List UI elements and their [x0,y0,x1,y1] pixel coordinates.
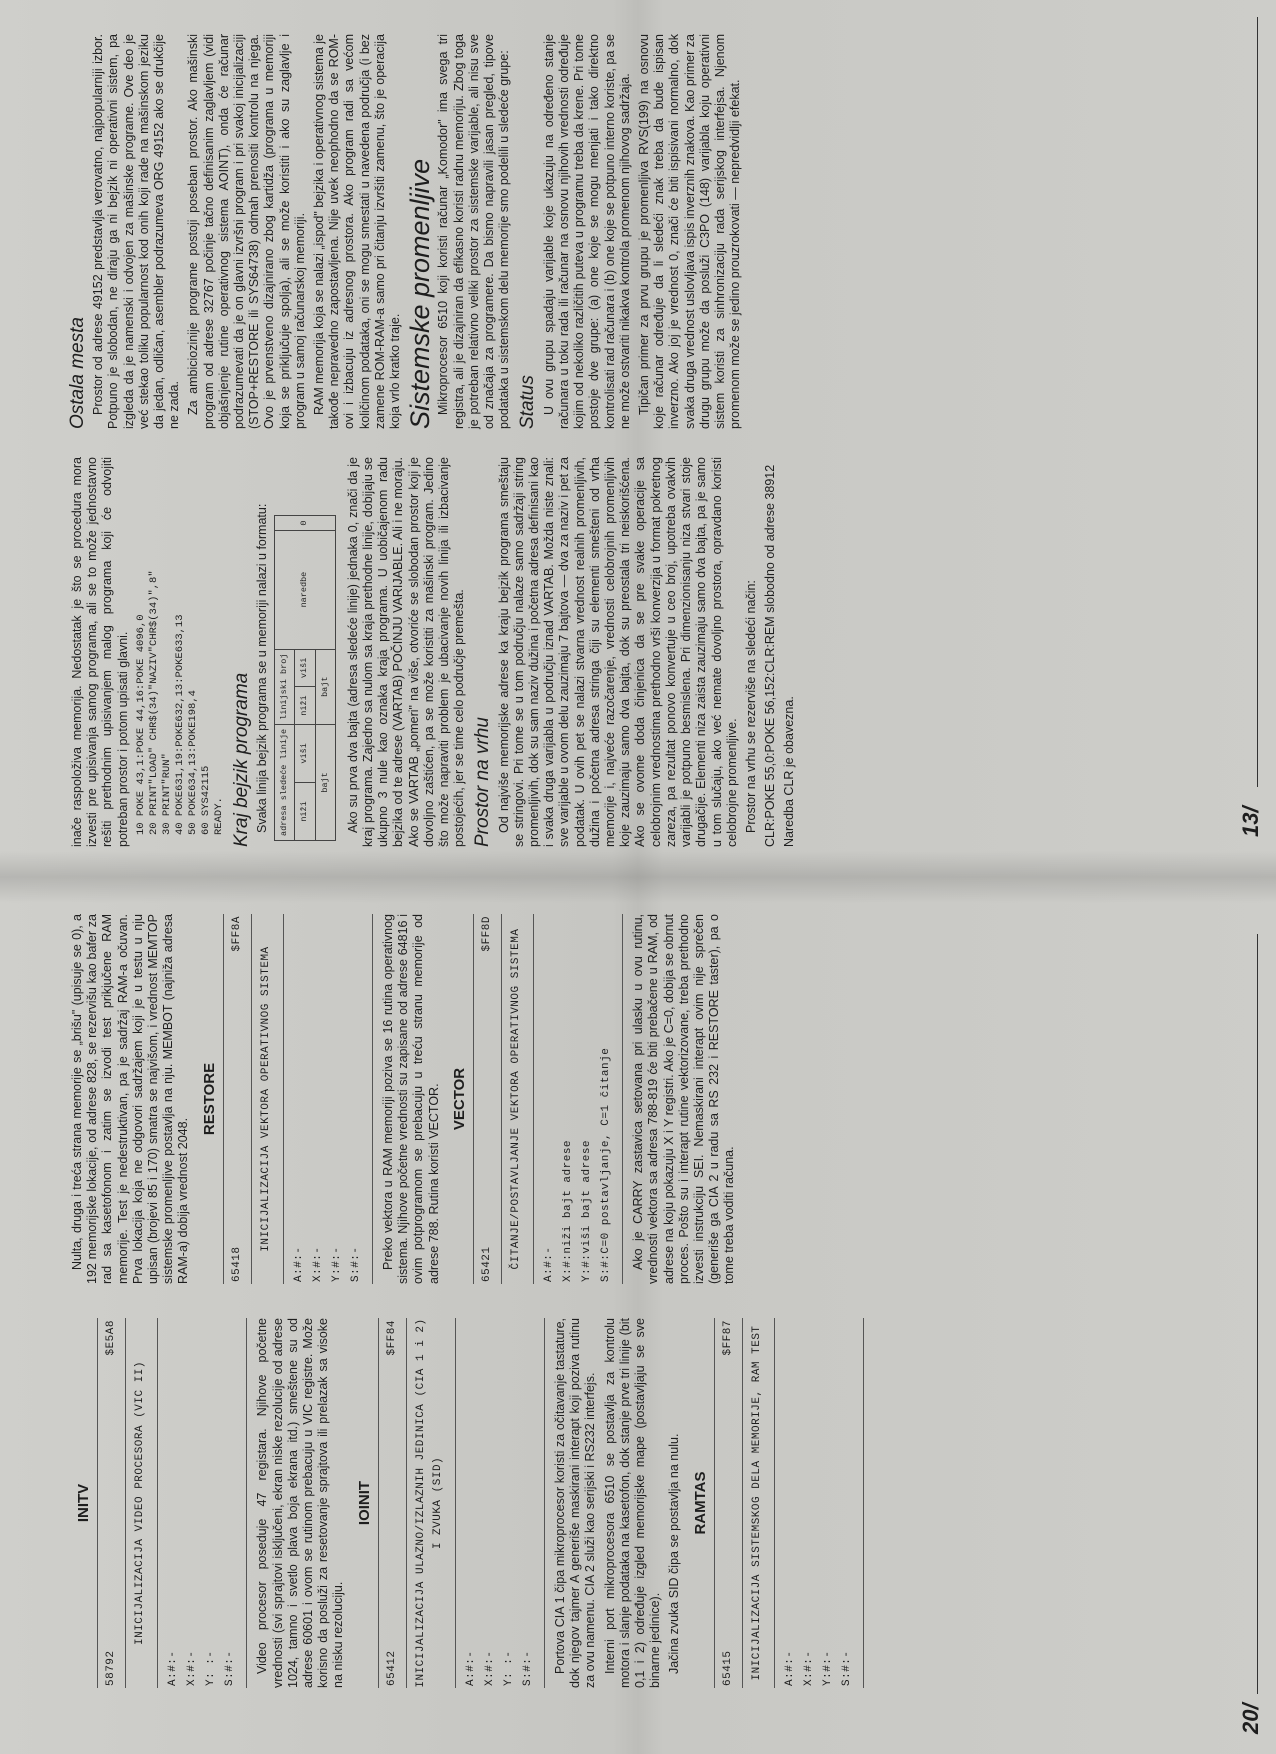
routine-hex: $FF8D [481,916,494,952]
section-heading: Kraj bejzik programa [230,672,252,847]
paragraph: CLR:POKE 55,0:POKE 56,152:CLR:REM slobodno od adrese 38912 [763,464,778,847]
routine-name: RAMTAS [687,1318,715,1688]
paragraph: Prostor od adrese 49152 predstavlja verovatno, najpopularniji izbor. Potpuno je slobodan, ne diraju ga ni bejzik ni operativni sistem, pa izgleda da je namenski i odvojen za mašinske programe. Ove deo je već stekao toliku popularnost kod onih koji rade na mašinskom jeziku da jedan, odličan, asembler podrazumeva ORG 49152 ako se drukčije ne zada. [91,34,182,429]
paragraph: U ovu grupu spadaju varijable koje ukazuju na određeno stanje računara u toku rada ili računar na osnovu njihovih vrednosti određuje kojim od nekoliko različitih puteva u programu treba da krene. Pri tome postoje dve grupe: (a) one koje se mogu menjati i tako direktno kontrolisati rad računara i (b) one koje se potpuno interno koriste, pa se ne može ostvariti nikakva kontrola promenom njihovog sadržaja. [541,34,632,429]
register-y: Y: :- [503,1650,516,1686]
routine-address: 58792 [105,1650,118,1686]
register-a: A:#:- [784,1650,797,1686]
routine-initv [70,1318,247,1688]
paragraph: Naredba CLR je obavezna. [782,696,797,847]
routine-registers [534,914,623,1284]
register-y: Y:#:- [331,1246,344,1282]
left-col-2 [70,914,742,1284]
right-col-2 [62,34,747,429]
section-heading: Status [517,375,539,429]
routine-registers [456,1318,545,1688]
table-cell: bajt [315,649,335,724]
table-cell: niži [295,782,315,840]
routine-hex: $FF8A [230,916,243,952]
paragraph: inače raspoloživa memorija. Nedostatak je što se procedura mora izvesti pre upisivanja samog programa, ali se to može jednostavno rešiti prethodnim upisivanjem malog programa koji će odvojiti potreban prostor i potom upisati glavni. [70,457,130,847]
register-a: A:#:- [293,1246,306,1282]
paragraph: Portova CIA 1 čipa mikroprocesor koristi za očitavanje tastature, dok njegov tajmer A generiše maskirani interapt koji poziva rutinu za ovu namenu. CIA 2 služi kao serijski i RS232 interfejs. [553,1318,598,1688]
register-s: S:#:- [224,1650,237,1686]
routine-name: VECTOR [446,914,474,1284]
paragraph: Nulta, druga i treća strana memorije se „brišu" (upisuje se 0), a 192 memorijske lokacije, od adrese 828, se rezervišu kao bafer za rad sa kasetofonom i zatim se izvodi test prikjučene RAM memorije. Test je nedestruktivan, pa je sadržaj RAM-a očuvan. Prva lokacija koja ne odgovori sadržajem koji je u testu u nju upisan (brojevi 85 i 170) smatra se najvišom, i vrednost MEMTOP sistemske promenljive postavlja na nju. MEMBOT (najniža adresa RAM-a) dobija vrednost 2048. [70,914,191,1284]
register-x: X:#:- [803,1650,816,1686]
register-x: X:#:- [484,1650,497,1686]
paragraph: Prostor na vrhu se rezerviše na sledeći način: [743,580,758,833]
paragraph: Mikroprocesor 6510 koji koristi računar „Komodor" ima svega tri registra, ali je dizajniran da efikasno koristi radnu memoriju. Zbog toga je potreban relativno veliki prostor za sistemske varijable, ali nisu sve od značaja za programere. Da bismo napravili jasan pregled, tipove podataka u sistemskom delu memorije smo podelili u sledeće grupe: [436,34,512,429]
routine-hex: $E5A8 [105,1320,118,1356]
routine-description: INICIJALIZACIJA ULAZNO/IZLAZNIH JEDINICA (CIA 1 i 2) I ZVUKA (SID) [407,1318,456,1688]
section-heading: Ostala mesta [67,317,88,429]
routine-name: RESTORE [196,914,224,1284]
routine-address-row [379,1318,407,1688]
register-x: X:#:niži bajt adrese [562,1139,575,1282]
footer-rule [1257,934,1258,1694]
paragraph: Svaka linija bejzik programa se u memoriji nalazi u formatu: [255,503,270,833]
paragraph: RAM memorija koja se nalazi „ispod" bejzika i operativnog sistema je takođe nepravedno zapostavljena. Nije uvek neophodno da se ROM-ovi i izbacuju iz adresnog prostora. Ako program radi sa većom količinom podataka, oni se mogu smestati u navedena područja (i bez zamene ROM-RAM-a samo pri čitanju izvršiti zamenu, što je operacija koja vrlo kratko traje. [312,34,403,429]
routine-registers [775,1318,864,1688]
left-page [0,877,1276,1754]
page-number: 13/ [1238,806,1263,837]
register-a: A:#:- [167,1650,180,1686]
paragraph: Ako su prva dva bajta (adresa sledeće linije) jednaka 0, znači da je kraj programa. Zajedno sa nulom sa kraja prethodne linije, dobijaju se ukupno 3 nule kao oznaka kraja programa. U uobičajenom radu bejzika od te adrese (VARTAB) POČINJU VARIJABLE. Ali i ne moraju. Ako se VARTAB „pomeri" na više, otvoriće se slobodan prostor koji je dovoljno zaštićen, pa se može koristiti za mašinski program. Jedino što može napraviti problem je ubacivanje novih linija ili izbacivanje postojećih, jer se time celo područje premešta. [345,457,467,847]
table-cell: 0 [275,516,336,530]
gutter-shadow [0,877,1276,903]
code-line: READY. [212,797,225,835]
routine-address-row [715,1318,743,1688]
routine-description: ČITANJE/POSTAVLJANJE VEKTORA OPERATIVNOG SISTEMA [502,914,534,1284]
left-col-1 [70,1318,872,1688]
routine-address: 65421 [481,1246,494,1282]
register-s: S:#:C=0 postavljanje, C=1 čitanje [600,1047,613,1282]
paragraph: Preko vektora u RAM memoriji poziva se 16 rutina operativnog sistema. Njihove početne vrednosti su zapisane od adrese 64816 i ovim potprogramom se prebacuju u treću stranu memorije od adrese 788. Rutina koristi VECTOR. [381,914,441,1284]
table-cell: adresa sledeće linije [275,724,295,840]
routine-address: 65412 [385,1650,398,1686]
gutter-shadow [0,851,1276,877]
footer-rule [1257,17,1258,787]
table-cell: bajt [315,724,335,840]
table-cell: naredbe [275,530,336,649]
table-cell: viši [295,649,315,687]
register-a: A:#:- [465,1650,478,1686]
code-line: 50 POKE634,13:POKE198,4 [186,690,199,835]
code-line: 20 PRINT"LOAD" CHR$(34)"NAZIV"CHR$(34)",8" [147,570,160,835]
routine-address-row [224,914,252,1284]
register-y: Y:#:viši bajt adrese [581,1139,594,1282]
paragraph: Za ambiciozinije programe postoji poseban prostor. Ako mašinski program od adrese 32767 počinje tačno definisanim zaglavljem (vidi objašnjenje rutine operativnog sistema AOINT), onda će računar podrazumevati da je on glavni izvršni program i pri svakoj inicijalizaciji (STOP+RESTORE ili SYS64738) odmah prenositi kontrolu na njega. Ovo je prvenstveno dizajnirano zbog kartidža (programa u memoriji koja se priključuje spolja), ali se može koristiti i ako su zaglavlje i program u samoj računarskoj memoriji. [186,34,307,429]
routine-address-row [98,1318,126,1688]
code-line: 60 SYS42115 [199,765,212,835]
table-cell: linijski broj [275,649,295,724]
table-cell: niži [295,687,315,725]
paragraph: Interni port mikroprocesora 6510 se postavlja za kontrolu motora i slanje podataka na kasetofon, dok stanje prve tri linije (bit 0,1 i 2) određuje izgled memorijske mape (postavljaju se sve binarne jedinice). [602,1318,663,1688]
section-heading: Sistemske promenljive [405,158,436,429]
routine-hex: $FF87 [721,1320,734,1356]
register-y: Y: :- [205,1650,218,1686]
paragraph: Video procesor poseduje 47 registara. Njihove početne vrednosti (svi sprajtovi isključeni, ekran niske rezolucije od adrese 1024, tamno i svetlo plava boja ekrana itd.) smeštene su od adrese 60601 i ovom se rutinom prebacuju u VIC registre. Može korisno da posluži za resetovanje sprajtova ili prelazak sa visoke na nisku rezoluciju. [255,1318,346,1688]
routine-name: IOINIT [351,1318,379,1688]
paragraph: Tipičan primer za prvu grupu je promenljiva RVS(199) na osnovu koje računar određuje da li sledeći znak treba da bude ispisan inverzno. Ako joj je vrednost 0, znači će biti ispisivani normalno, dok svaka druga vrednost uslovljava ispis inverznih znakova. Kao primer za drugu grupu može da posluži C3PO (148) varijabla koju operativni sistem koristi za sinhronizaciju rada serijskog interfejsa. Njenom promenom može se jedino prouzrokovati — nepredvidlji efekat. [636,34,743,429]
basic-listing [135,457,226,835]
routine-description: INICIJALIZACIJA SISTEMSKOG DELA MEMORIJE, RAM TEST [743,1318,775,1688]
routine-ioinit [351,1318,545,1688]
section-heading: Prostor na vrhu [472,717,494,847]
register-a: A:#:- [543,1246,556,1282]
code-line: 10 POKE 43,1:POKE 44,16:POKE 4096,0 [134,614,147,835]
routine-address: 65418 [230,1246,243,1282]
routine-name: INITV [70,1318,98,1688]
register-s: S:#:- [350,1246,363,1282]
routine-hex: $FF84 [385,1320,398,1356]
routine-description: INICIJALIZACIJA VEKTORA OPERATIVNOG SISTEMA [252,914,284,1284]
page-number: 20/ [1238,1703,1263,1734]
register-y: Y:#:- [822,1650,835,1686]
paragraph: Jačina zvuka SID čipa se postavlja na nulu. [667,1433,682,1674]
routine-description: INICIJALIZACIJA VIDEO PROCESORA (VIC II) [126,1318,158,1688]
right-col-1 [70,457,802,847]
register-s: S:#:- [841,1650,854,1686]
register-x: X:#:- [312,1246,325,1282]
routine-registers [284,914,373,1284]
routine-ramtas [687,1318,864,1688]
code-line: 30 PRINT"RUN" [160,753,173,835]
register-x: X:#:- [186,1650,199,1686]
paragraph: Ako je CARRY zastavica setovana pri ulasku u ovu rutinu, vrednosti vektora sa adresa 788-819 će biti prebačene u RAM, od adrese na koju pokazuju X i Y registri. Ako je C=0, dobija se obrnut proces. Pošto su i interapt rutine vektorizovane, treba prethodno izvesti instrukciju SEI. Nemaskirani interapt ovim nije sprečen (generiše ga CIA 2 u radu sa RS 232 i RESTORE taster), pa o tome treba voditi računa. [631,914,737,1284]
routine-registers [158,1318,247,1688]
routine-address-row [474,914,502,1284]
table-cell: viši [295,724,315,782]
paragraph: Od najviše memorijske adrese ka kraju bejzik programa smeštaju se stringovi. Pri tome se u tom području nalaze samo sadržaji string promenljivih, dok su sam naziv dužina i početna adresa definisani kao i svaka druga varijabla u području iznad VARTAB. Možda niste znali: sve varijable u ovom delu zauzimaju 7 bajtova — dva za naziv i pet za podatak. U ovih pet se nalazi stvarna vrednost realnih promenljivih, dužina i početna adresa stringa čiji su elementi smešteni od vrha memorije i, najveće razočarenje, vrednosti celobrojnih promenljivih koje zauzimaju samo dva bajta, dok su preostala tri neiskorišćena. Ako se ovome doda činjenica da se pre svake operacije sa celobrojnim vrednostima prethodno vrši konverzija u format pokretnog zareza, pa rezultat ponovo konvertuje u ceo broj, upotreba ovakvih varijabli je potpuno besmislena. Pri dimenzionisanju niza stvari stoje drugačije. Elementi niza zaista zauzimaju samo dva bajta, pa je samo u tom slučaju, ako već nemate dovoljno prostora, opravdano koristi celobrojne promenljive. [496,457,739,847]
register-s: S:#:- [522,1650,535,1686]
routine-address: 65415 [721,1650,734,1686]
routine-restore [196,914,373,1284]
code-line: 40 POKE631,19:POKE632,13:POKE633,13 [173,614,186,835]
routine-vector [446,914,623,1284]
line-format-table [274,515,336,841]
